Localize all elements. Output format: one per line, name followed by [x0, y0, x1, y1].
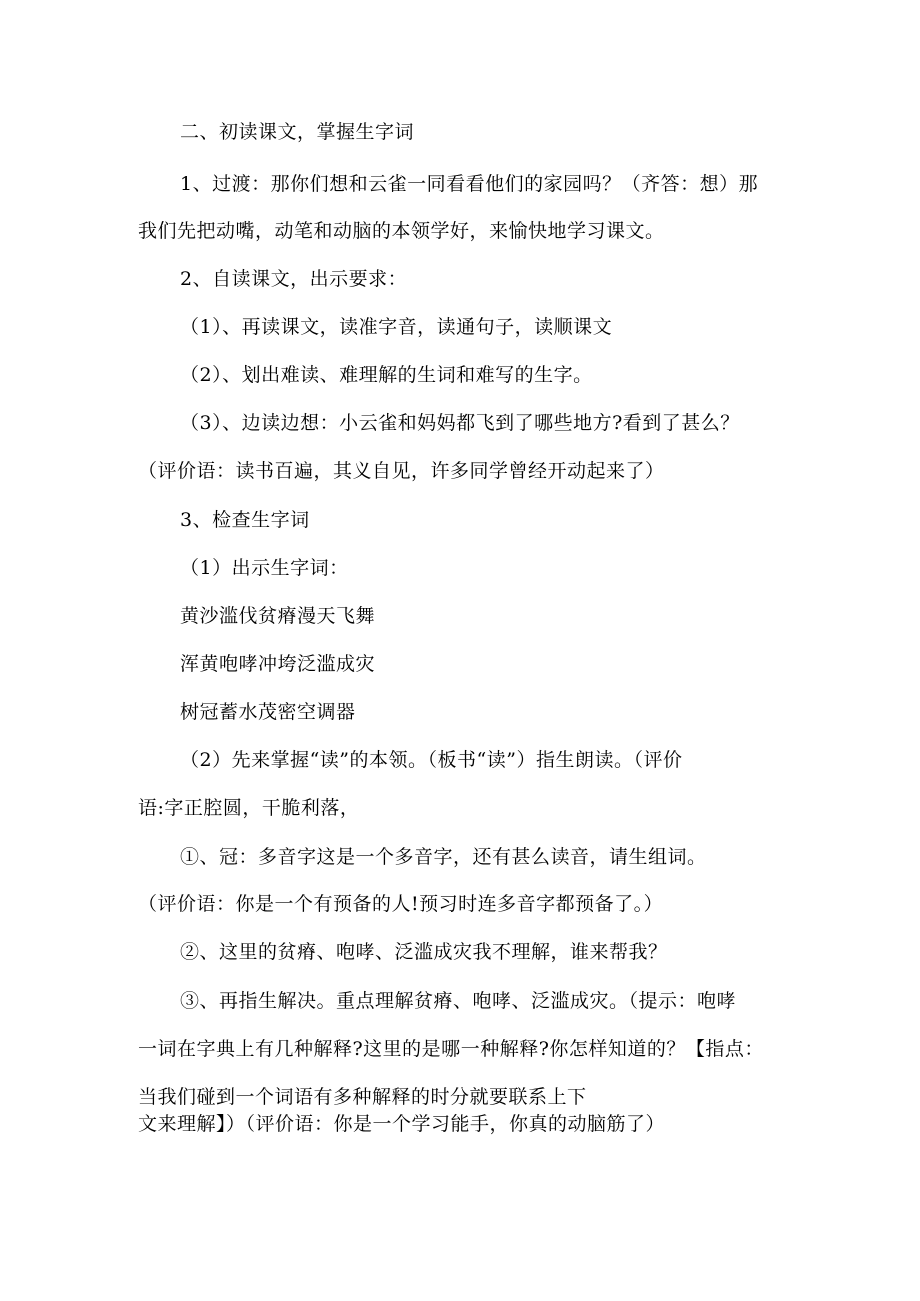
paragraph-line: 一词在字典上有几种解释?这里的是哪一种解释?你怎样知道的？【指点：: [138, 1038, 764, 1060]
paragraph-line: ①、冠：多音字这是一个多音字，还有甚么读音，请生组词。: [180, 846, 707, 868]
word-list-row: 浑黄咆哮冲垮泛滥成灾: [180, 653, 376, 675]
paragraph-line: ②、这里的贫瘠、咆哮、泛滥成灾我不理解，谁来帮我？: [180, 941, 668, 963]
requirement-item: （3）、边读边想：小云雀和妈妈都飞到了哪些地方?看到了甚么？: [180, 412, 740, 434]
paragraph-line: （评价语：你是一个有预备的人!预习时连多音字都预备了。）: [138, 893, 664, 915]
paragraph-line: （2）先来掌握“读”的本领。（板书“读”）指生朗读。（评价: [180, 749, 683, 771]
word-list-row: 黄沙滥伐贫瘠漫天飞舞: [180, 605, 376, 627]
word-list-row: 树冠蓄水茂密空调器: [180, 701, 356, 723]
paragraph-line: 2、自读课文，出示要求：: [180, 268, 408, 290]
paragraph-line: 当我们碰到一个词语有多种解释的时分就要联系上下: [138, 1086, 587, 1108]
words-intro: （1）出示生字词：: [180, 557, 349, 579]
requirement-item: （2）、划出难读、难理解的生词和难写的生字。: [180, 364, 593, 386]
section-heading: 二、初读课文，掌握生字词: [180, 121, 415, 143]
requirement-item: （评价语：读书百遍，其义自见，许多同学曾经开动起来了）: [138, 460, 665, 482]
paragraph-line: 我们先把动嘴，动笔和动脑的本领学好，来愉快地学习课文。: [138, 220, 665, 242]
paragraph-line: 1、过渡：那你们想和云雀一同看看他们的家园吗？（齐答：想）那: [180, 173, 759, 195]
paragraph-line: 语:字正腔圆，干脆利落，: [138, 797, 360, 819]
requirement-item: （1）、再读课文，读准字音，读通句子，读顺课文: [180, 316, 613, 338]
paragraph-line: 3、检查生字词: [180, 509, 310, 531]
paragraph-line: 文来理解】）（评价语：你是一个学习能手，你真的动脑筋了）: [138, 1113, 666, 1135]
paragraph-line: ③、再指生解决。重点理解贫瘠、咆哮、泛滥成灾。（提示：咆哮: [180, 990, 737, 1012]
